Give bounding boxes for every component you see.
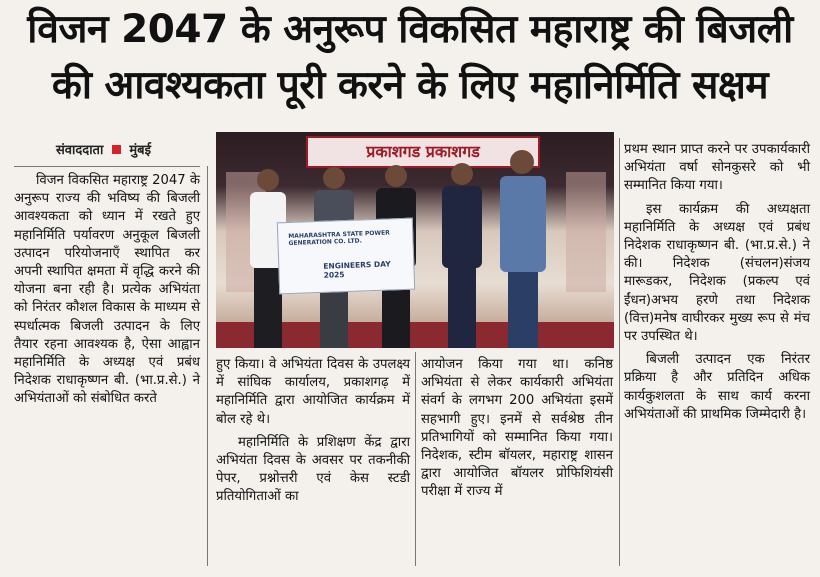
event-photo: [216, 132, 614, 348]
headline: [8, 2, 812, 114]
column-4: [624, 141, 810, 429]
column-divider: [415, 352, 416, 566]
byline-city: मुंबई: [129, 143, 151, 158]
paragraph: विजन विकसित महाराष्ट्र 2047 के अनुरूप राज्य की भविष्य की बिजली आवश्यकता को ध्यान में रखते हुए महानिर्मिति पर्यावरण अनुकूल बिजली उत्पादन परियोजनाएँ स्थापित कर अपनी स्थापित क्षमता में वृद्धि करने की योजना बना रही है। प्रत्येक अभियंता को निरंतर कौशल विकास के माध्यम से स्पर्धात्मक बिजली उत्पादन के लिए तैयार रहना आवश्यक है, ऐसा आह्वान महानिर्मिति के अध्यक्ष एवं प्रबंध निदेशक राधाकृष्णन बी. (भा.प्र.से.) ने अभियंताओं को संबोधित करते: [14, 173, 200, 407]
photo-banner: प्रकाशगड प्रकाशगड: [306, 136, 540, 168]
column-divider: [207, 166, 208, 566]
paragraph: बिजली उत्पादन एक निरंतर प्रक्रिया है और प्रतिदिन अधिक कार्यकुशलता के साथ कार्य करना अभियंताओं की प्राथमिक जिम्मेदारी है।: [624, 352, 810, 422]
headline-line-2: की आवश्यकता पूरी करने के लिए महानिर्मिति सक्षम: [51, 63, 769, 108]
byline-reporter: संवाददाता: [56, 143, 104, 158]
cheque-event: ENGINEERS DAY 2025: [323, 259, 391, 280]
paragraph: महानिर्मिति के प्रशिक्षण केंद्र द्वारा अभियंता दिवस के अवसर पर तकनीकी पेपर, प्रश्नोत्तरी एवं केस स्टडी प्रतियोगिताओं का: [216, 434, 410, 505]
ceremonial-cheque: [277, 218, 415, 295]
red-square-icon: [112, 145, 121, 154]
column-divider: [619, 138, 620, 566]
column-rule: [14, 166, 200, 167]
paragraph: इस कार्यक्रम की अध्यक्षता महानिर्मिति के अध्यक्ष एवं प्रबंध निदेशक राधाकृष्णन बी. (भा.प्र.से.) ने की। निदेशक (संचलन)संजय मारूडकर, निदेशक (प्रकल्प एवं ईंधन)अभय हरणे तथा निदेशक (वित्त)मनेष वाघीरकर मुख्य रूप से मंच पर उपस्थित थे।: [624, 201, 810, 345]
column-3: [421, 356, 613, 507]
cheque-org: MAHARASHTRA STATE POWER GENERATION CO. LTD.: [288, 229, 390, 247]
byline: [56, 140, 151, 158]
people-figures: [216, 132, 614, 348]
headline-line-1: विजन 2047 के अनुरूप विकसित महाराष्ट्र की बिजली: [27, 7, 793, 52]
column-2: [216, 356, 410, 512]
paragraph: प्रथम स्थान प्राप्त करने पर उपकार्यकारी अभियंता वर्षा सोनकुसरे को भी सम्मानित किया गया।: [624, 142, 810, 194]
paragraph: हुए किया। वे अभियंता दिवस के उपलक्ष्य में सांघिक कार्यालय, प्रकाशगढ़ में महानिर्मिति द्वारा आयोजित कार्यक्रम में बोल रहे थे।: [216, 357, 410, 427]
paragraph: आयोजन किया गया था। कनिष्ठ अभियंता से लेकर कार्यकारी अभियंता संवर्ग के लगभग 200 अभियंता इसमें सहभागी हुए। इनमें से सर्वश्रेष्ठ तीन प्रतिभागियों को सम्मानित किया गया। निदेशक, स्टीम बॉयलर, महाराष्ट्र शासन द्वारा आयोजित बॉयलर प्रोफिशियंसी परीक्षा में राज्य में: [421, 357, 613, 500]
column-1: [14, 172, 200, 414]
